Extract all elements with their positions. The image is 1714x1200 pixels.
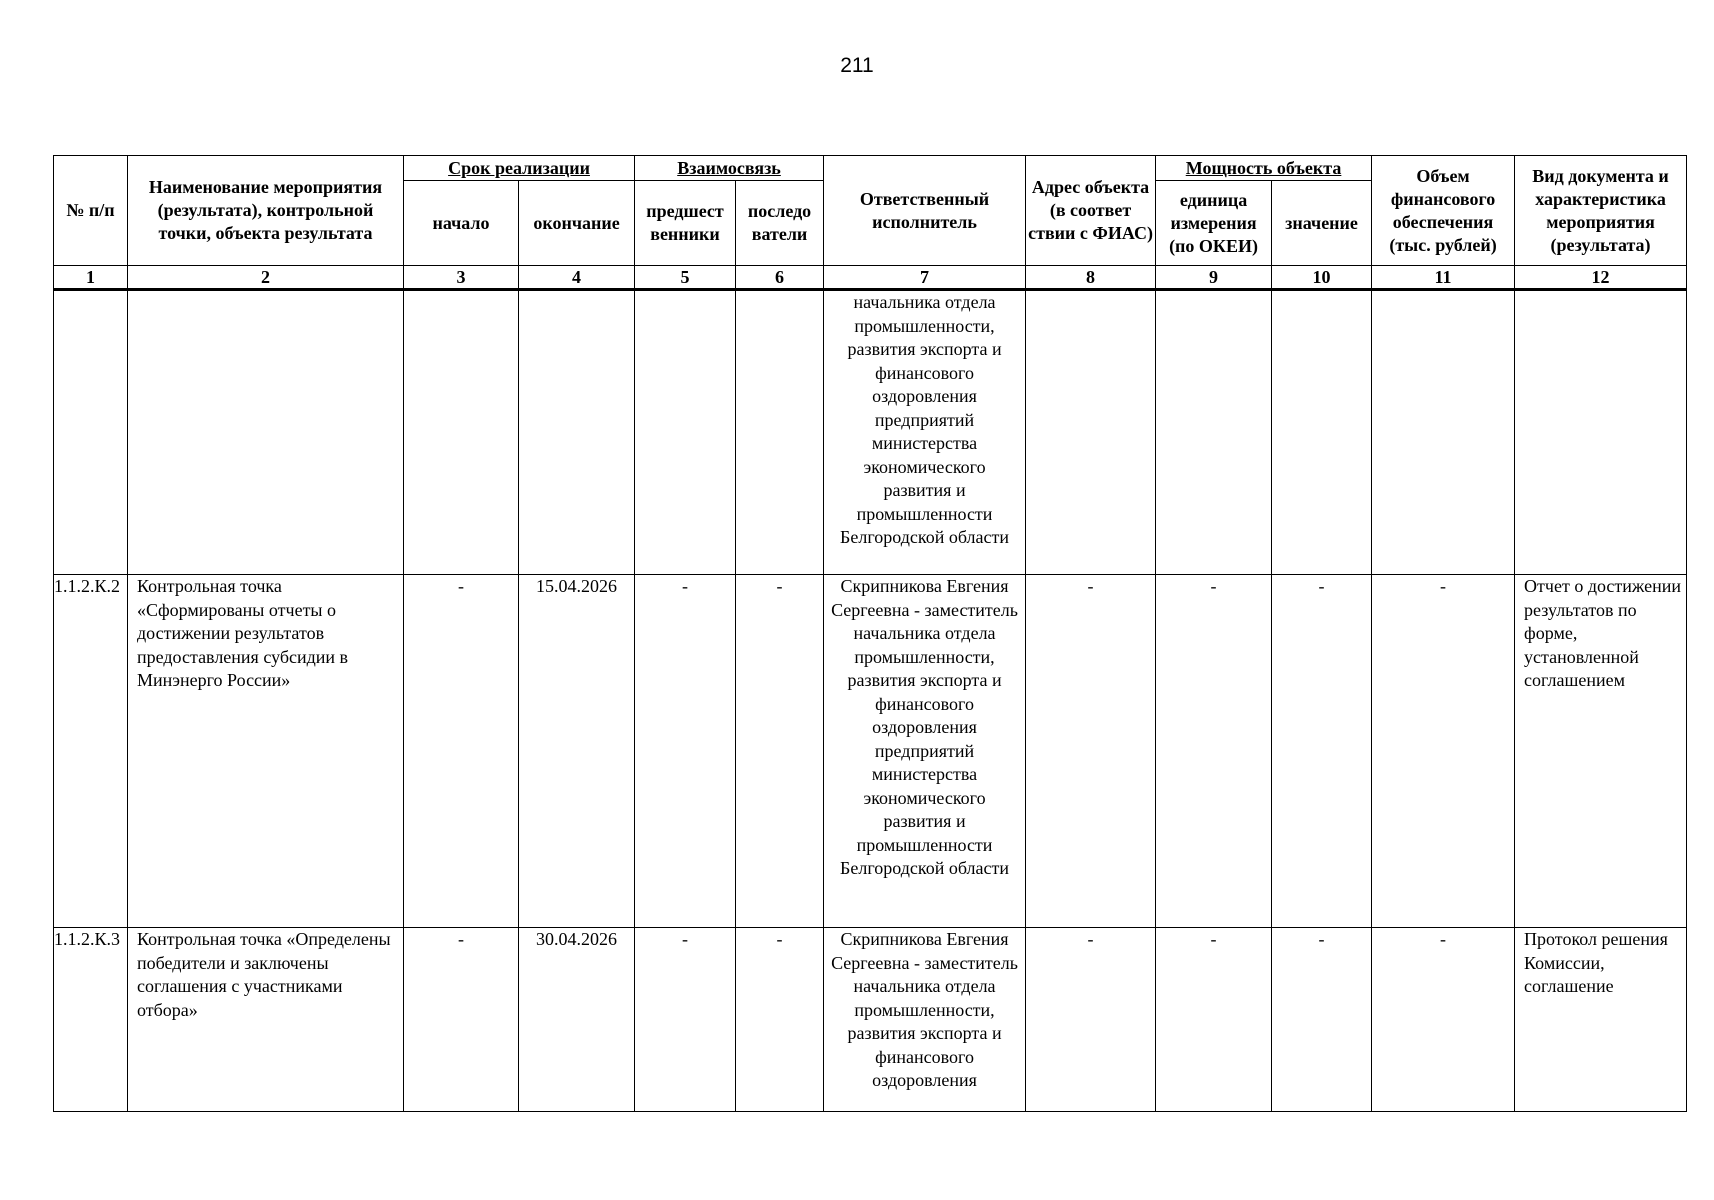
header-capacity-group: Мощность объекта — [1156, 156, 1372, 181]
cell-succ: - — [736, 575, 824, 928]
header-finance: Объем финансового обеспечения (тыс. рублей) — [1372, 156, 1515, 266]
column-number-row — [54, 266, 1687, 290]
header-start: начало — [404, 181, 519, 266]
table-row — [54, 575, 1687, 928]
cell-doc-type — [1515, 290, 1687, 575]
cell-responsible: Скрипникова Евгения Сергеевна - заместитель начальника отдела промышленности, развития экспорта и финансового оздоровления предприятий министерства экономического развития и промышленности Белгородской области — [824, 575, 1026, 928]
header-name: Наименование мероприятия (результата), контрольной точки, объекта результата — [128, 156, 404, 266]
cell-end — [519, 290, 635, 575]
column-number: 2 — [128, 266, 404, 290]
column-number: 4 — [519, 266, 635, 290]
column-number: 5 — [635, 266, 736, 290]
header-period-group: Срок реализации — [404, 156, 635, 181]
column-number: 1 — [54, 266, 128, 290]
cell-finance: - — [1372, 928, 1515, 1112]
cell-start: - — [404, 575, 519, 928]
cell-pred: - — [635, 575, 736, 928]
cell-finance: - — [1372, 575, 1515, 928]
cell-doc-type: Отчет о достижении результатов по форме, установленной соглашением — [1515, 575, 1687, 928]
cell-succ: - — [736, 928, 824, 1112]
column-number: 10 — [1272, 266, 1372, 290]
table-row — [54, 290, 1687, 575]
cell-responsible: начальника отдела промышленности, развития экспорта и финансового оздоровления предприятий министерства экономического развития и промышленности Белгородской области — [824, 290, 1026, 575]
header-unit: единица измерения (по ОКЕИ) — [1156, 181, 1272, 266]
cell-name: Контрольная точка «Сформированы отчеты о достижении результатов предоставления субсидии в Минэнерго России» — [128, 575, 404, 928]
cell-address — [1026, 290, 1156, 575]
cell-end: 15.04.2026 — [519, 575, 635, 928]
header-link-group: Взаимосвязь — [635, 156, 824, 181]
header-address: Адрес объекта (в соответ ствии с ФИАС) — [1026, 156, 1156, 266]
cell-num: 1.1.2.К.3 — [54, 928, 128, 1112]
cell-name: Контрольная точка «Определены победители и заключены соглашения с участниками отбора» — [128, 928, 404, 1112]
cell-value: - — [1272, 575, 1372, 928]
cell-value: - — [1272, 928, 1372, 1112]
table-row — [54, 928, 1687, 1112]
cell-value — [1272, 290, 1372, 575]
column-number: 3 — [404, 266, 519, 290]
header-succ: последо ватели — [736, 181, 824, 266]
cell-finance — [1372, 290, 1515, 575]
column-number: 6 — [736, 266, 824, 290]
cell-unit — [1156, 290, 1272, 575]
column-number: 9 — [1156, 266, 1272, 290]
header-responsible: Ответственный исполнитель — [824, 156, 1026, 266]
cell-end: 30.04.2026 — [519, 928, 635, 1112]
cell-start — [404, 290, 519, 575]
cell-pred — [635, 290, 736, 575]
cell-responsible: Скрипникова Евгения Сергеевна - заместитель начальника отдела промышленности, развития экспорта и финансового оздоровления — [824, 928, 1026, 1112]
cell-num: 1.1.2.К.2 — [54, 575, 128, 928]
cell-num — [54, 290, 128, 575]
header-pred: предшест венники — [635, 181, 736, 266]
cell-unit: - — [1156, 928, 1272, 1112]
cell-pred: - — [635, 928, 736, 1112]
cell-address: - — [1026, 928, 1156, 1112]
cell-name — [128, 290, 404, 575]
cell-address: - — [1026, 575, 1156, 928]
cell-unit: - — [1156, 575, 1272, 928]
header-value: значение — [1272, 181, 1372, 266]
header-doc-type: Вид документа и характеристика мероприятия (результата) — [1515, 156, 1687, 266]
cell-succ — [736, 290, 824, 575]
cell-doc-type: Протокол решения Комиссии, соглашение — [1515, 928, 1687, 1112]
header-num: № п/п — [54, 156, 128, 266]
plan-table — [53, 155, 1687, 1112]
column-number: 8 — [1026, 266, 1156, 290]
header-end: окончание — [519, 181, 635, 266]
cell-start: - — [404, 928, 519, 1112]
column-number: 12 — [1515, 266, 1687, 290]
column-number: 7 — [824, 266, 1026, 290]
page-number: 211 — [840, 54, 874, 77]
column-number: 11 — [1372, 266, 1515, 290]
